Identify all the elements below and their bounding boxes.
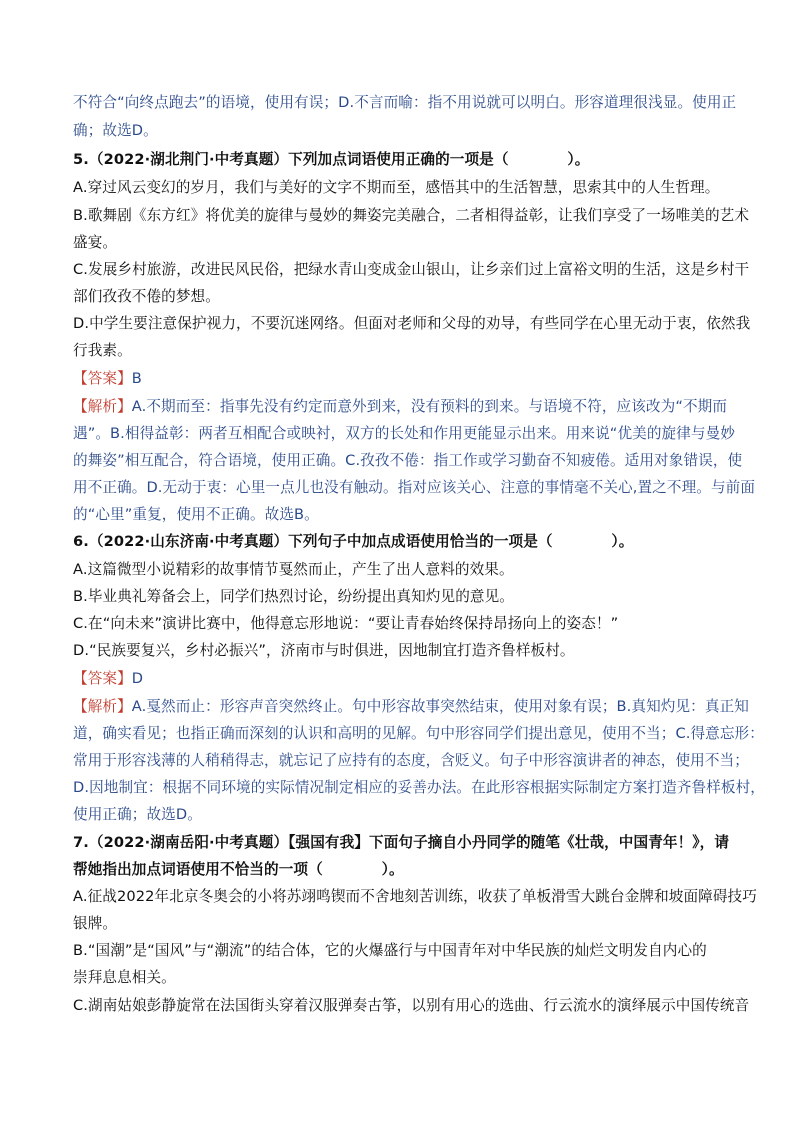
section-tag: 【解析】	[73, 398, 132, 415]
analysis-line: 使用正确；故选D。	[73, 806, 202, 823]
option-d: D.中学生要注意保护视力，不要沉迷网络。但面对老师和父母的劝导，有些同学在心里无动于衷，依然我	[73, 315, 751, 332]
option-b: B.歌舞剧《东方红》将优美的旋律与曼妙的舞姿完美融合，二者相得益彰，让我们享受了一场唯美的艺术	[73, 207, 750, 224]
analysis-line: 用不正确。D.无动于衷：心里一点儿也没有触动。指对应该关心、注意的事情毫不关心,置之不理。与前面	[73, 479, 756, 496]
analysis-line: 道，确实看见；也指正确而深刻的认识和高明的见解。句中形容同学们提出意见，使用不当；C.得意忘形：	[73, 725, 764, 742]
option-c: C.湖南姑娘彭静旋常在法国街头穿着汉服弹奏古筝，以别有用心的选曲、行云流水的演绎展示中国传统音	[73, 997, 750, 1014]
text-line: 确；故选D。	[73, 122, 158, 139]
analysis-line: 的舞姿”相互配合，符合语境，使用正确。C.孜孜不倦：指工作或学习勤奋不知疲倦。适用对象错误，使	[73, 452, 743, 469]
section-tag: 【解析】	[73, 698, 132, 715]
section-tag: 【答案】	[73, 370, 132, 387]
option-a-cont: 银牌。	[73, 915, 118, 932]
answer-line: 【答案】D	[73, 670, 144, 687]
text-line: 不符合“向终点跑去”的语境，使用有误；D.不言而喻：指不用说就可以明白。形容道理很浅显。使用正	[73, 94, 737, 111]
option-c: C.发展乡村旅游，改进民风民俗，把绿水青山变成金山银山，让乡亲们过上富裕文明的生活，这是乡村干	[73, 261, 750, 278]
question-5-title: 5.（2022·湖北荆门·中考真题）下列加点词语使用正确的一项是（ ）。	[73, 151, 590, 168]
option-a: A.这篇微型小说精彩的故事情节戛然而止，产生了出人意料的效果。	[73, 561, 514, 578]
option-d: D.“民族要复兴，乡村必振兴”，济南市与时俱进，因地制宜打造齐鲁样板村。	[73, 642, 575, 659]
option-a: A.征战2022年北京冬奥会的小将苏翊鸣锲而不舍地刻苦训练，收获了单板滑雪大跳台金牌和坡面障碍技巧	[73, 888, 757, 905]
analysis-line: 常用于形容浅薄的人稍稍得志，就忘记了应持有的态度，含贬义。句子中形容演讲者的神态，使用不当；	[73, 752, 749, 769]
question-6-title: 6.（2022·山东济南·中考真题）下列句子中加点成语使用恰当的一项是（ ）。	[73, 533, 634, 550]
option-c: C.在“向未来”演讲比赛中，他得意忘形地说：“要让青春始终保持昂扬向上的姿态！”	[73, 615, 619, 632]
option-b-cont: 崇拜息息相关。	[73, 969, 176, 986]
option-b: B.毕业典礼筹备会上，同学们热烈讨论，纷纷提出真知灼见的意见。	[73, 588, 514, 605]
question-7-title-cont: 帮她指出加点词语使用不恰当的一项（ ）。	[73, 861, 404, 878]
answer-line: 【答案】B	[73, 370, 142, 387]
analysis-line: 的“心里”重复，使用不正确。故选B。	[73, 506, 319, 523]
analysis-line: 【解析】A.不期而至：指事先没有约定而意外到来，没有预料的到来。与语境不符，应该改为“不期而	[73, 398, 728, 415]
option-c-cont: 部们孜孜不倦的梦想。	[73, 288, 220, 305]
section-tag: 【答案】	[73, 670, 132, 687]
option-a: A.穿过风云变幻的岁月，我们与美好的文字不期而至，感悟其中的生活智慧，思索其中的人生哲理。	[73, 179, 720, 196]
analysis-line: 【解析】A.戛然而止：形容声音突然终止。句中形容故事突然结束，使用对象有误；B.真知灼见：真正知	[73, 698, 749, 715]
analysis-line: D.因地制宜：根据不同环境的实际情况制定相应的妥善办法。在此形容根据实际制定方案打造齐鲁样板村，	[73, 779, 765, 796]
option-d-cont: 行我素。	[73, 342, 132, 359]
question-7-title: 7.（2022·湖南岳阳·中考真题）【强国有我】下面句子摘自小丹同学的随笔《壮哉，中国青年！》，请	[73, 834, 730, 851]
option-b: B.“国潮”是“国风”与“潮流”的结合体，它的火爆盛行与中国青年对中华民族的灿烂文明发自内心的	[73, 942, 707, 959]
analysis-line: 遇”。B.相得益彰：两者互相配合或映衬，双方的长处和作用更能显示出来。用来说“优美的旋律与曼妙	[73, 425, 736, 442]
option-b-cont: 盛宴。	[73, 234, 118, 251]
